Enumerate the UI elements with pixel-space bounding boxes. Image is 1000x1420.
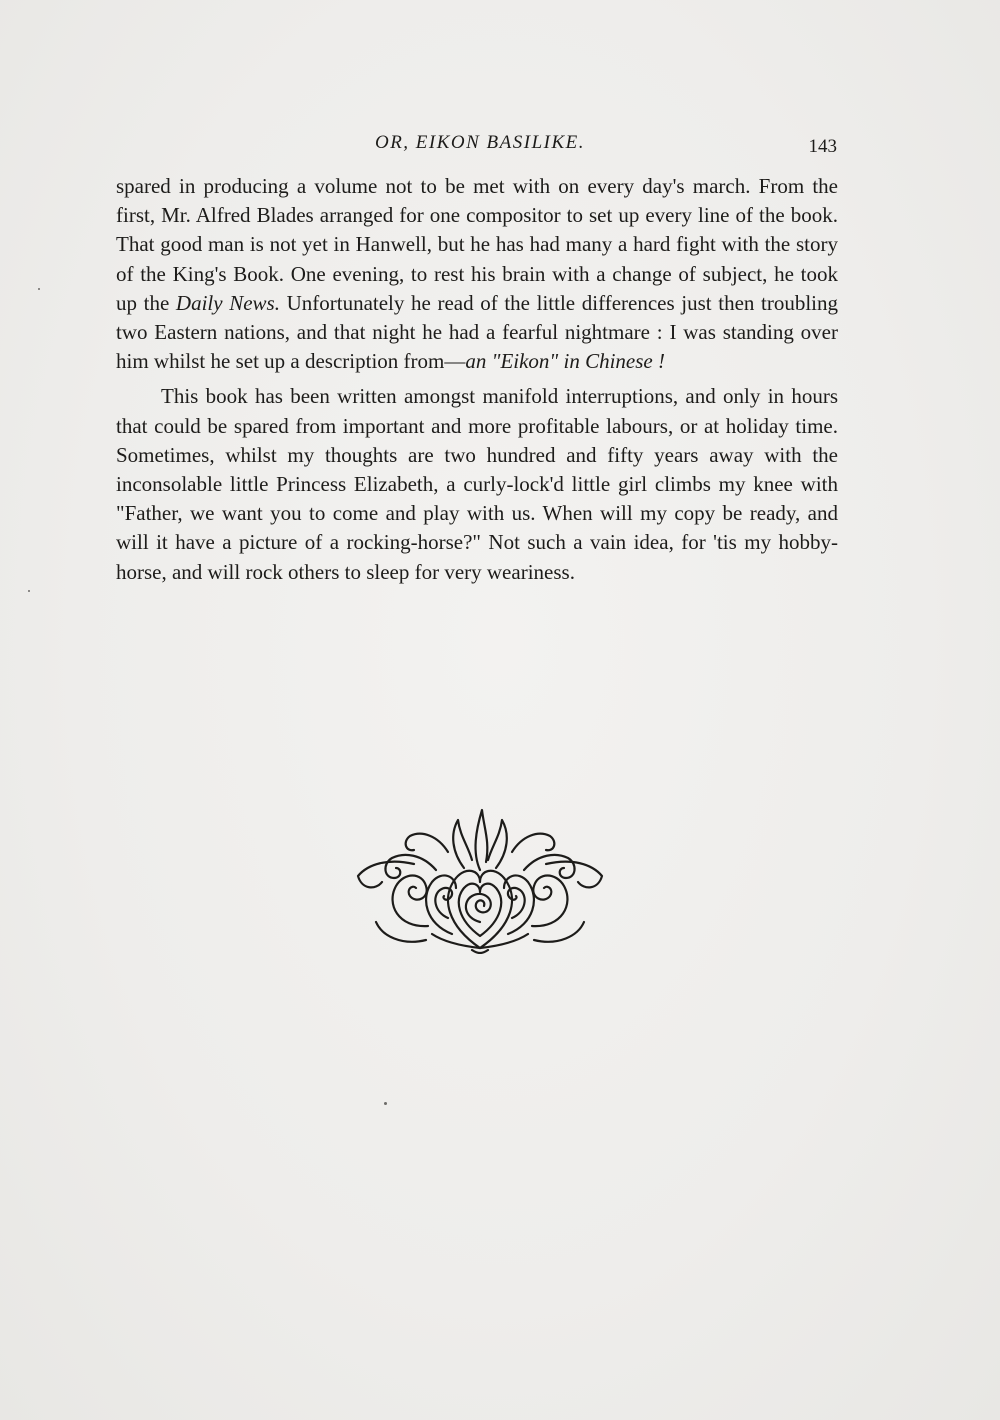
body-text bbox=[116, 172, 838, 587]
paper-speck bbox=[38, 288, 40, 290]
newspaper-title: Daily News. bbox=[175, 290, 280, 315]
paragraph-1-text-b: Unfortunately he read of the little differences just then troubling two Eastern nations, and that night he had a fearful nightmare : I was standing over him whilst he set up a description from— bbox=[116, 290, 839, 374]
paragraph-1 bbox=[116, 172, 838, 376]
paragraph-1-text-a: spared in producing a volume not to be met with on every day's march. From the first, Mr. Alfred Blades arranged for one compositor to set up every line of the book. That good man is not yet in Hanwell, but he has had many a hard fight with the story of the King's Book. One evening, to rest his brain with a change of subject, he took up the bbox=[116, 174, 838, 315]
paragraph-2: This book has been written amongst manifold interruptions, and only in hours that could be spared from important and more profitable labours, or at holiday time. Sometimes, whilst my thoughts are two hundred and fifty years away with the inconsolable little Princess Elizabeth, a curly-lock'd little girl climbs my knee with "Father, we want you to come and play with us. When will my copy be ready, and will it have a picture of a rocking-horse?" Not such a vain idea, for 'tis my hobby-horse, and will rock others to sleep for very weariness. bbox=[116, 384, 838, 584]
paper-speck bbox=[384, 1102, 387, 1105]
running-head bbox=[0, 132, 1000, 162]
paper-speck bbox=[28, 590, 30, 592]
page-number: 143 bbox=[808, 136, 837, 157]
scroll-ornament-icon bbox=[352, 806, 608, 954]
paragraph-1-italic-ending: an "Eikon" in Chinese ! bbox=[465, 349, 665, 374]
running-title: OR, EIKON BASILIKE. bbox=[374, 132, 586, 153]
